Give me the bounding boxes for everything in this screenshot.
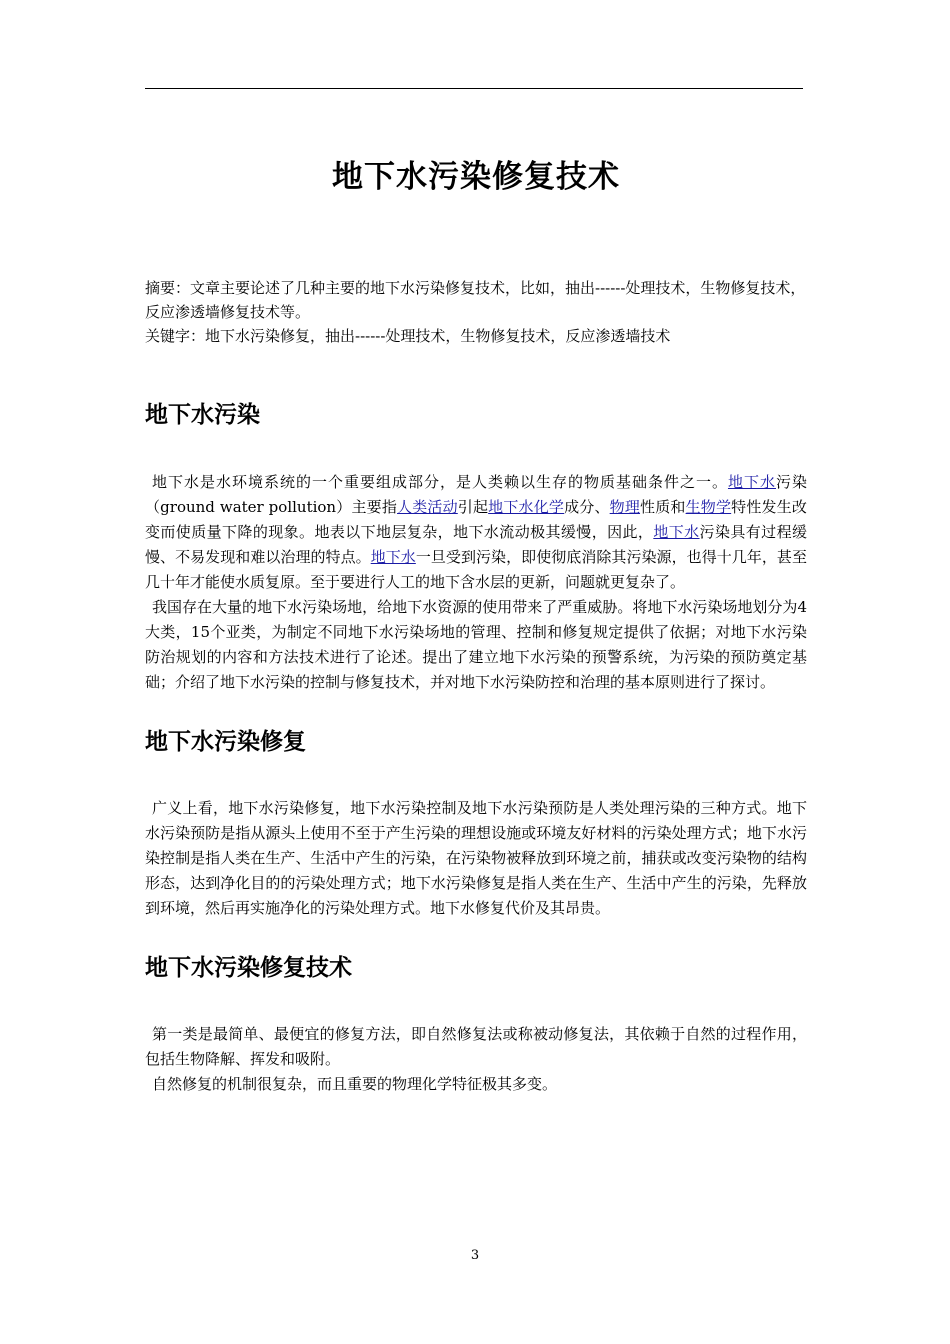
paragraph: 自然修复的机制很复杂，而且重要的物理化学特征极其多变。 (152, 1075, 558, 1093)
paragraph: 我国存在大量的地下水污染场地，给地下水资源的使用带来了严重威胁。将地下水污染场地划分为4大类，15个亚类，为制定不同地下水污染场地的管理、控制和修复规定提供了依据；对地下水污染防治规划的内容和方法技术进行了论述。提出了建立地下水污染的预警系统，为污染的预防奠定基础；介绍了地下水污染的控制与修复技术，并对地下水污染防控和治理的基本原则进行了探讨。 (145, 598, 807, 691)
text-run: 污染具有过程缓慢、不易发现和难以治理的特点。 (145, 523, 807, 566)
link-groundwater-3[interactable]: 地下水 (370, 548, 416, 566)
page-title: 地下水污染修复技术 (332, 159, 620, 195)
section-body-remediation-technology (145, 1022, 807, 1097)
paragraph (145, 470, 807, 595)
text-run: 特性发生改变而使质量下降的现象。地表以下地层复杂，地下水流动极其缓慢，因此， (145, 498, 807, 541)
section-heading-groundwater-remediation: 地下水污染修复 (145, 729, 306, 755)
text-run: 成分、 (564, 498, 610, 516)
text-run: 引起 (457, 498, 489, 516)
text-run: 一旦受到污染，即使彻底消除其污染源，也得十几年，甚至几十年才能使水质复原。至于要进行人工的地下含水层的更新，问题就更复杂了。 (145, 548, 807, 591)
link-physics[interactable]: 物理 (609, 498, 641, 516)
link-human-activity[interactable]: 人类活动 (397, 498, 458, 516)
abstract-block (145, 276, 807, 348)
paragraph: 广义上看，地下水污染修复，地下水污染控制及地下水污染预防是人类处理污染的三种方式。地下水污染预防是指从源头上使用不至于产生污染的理想设施或环境友好材料的污染处理方式；地下水污染控制是指人类在生产、生活中产生的污染，在污染物被释放到环境之前，捕获或改变污染物的结构形态，达到净化目的的污染处理方式；地下水污染修复是指人类在生产、生活中产生的污染，先释放到环境，然后再实施净化的污染处理方式。地下水修复代价及其昂贵。 (145, 799, 807, 917)
link-groundwater[interactable]: 地下水 (727, 473, 776, 491)
link-biology[interactable]: 生物学 (685, 498, 732, 516)
abstract-summary: 摘要：文章主要论述了几种主要的地下水污染修复技术，比如，抽出------处理技术，生物修复技术，反应渗透墙修复技术等。 (145, 279, 806, 321)
paragraph: 第一类是最简单、最便宜的修复方法，即自然修复法或称被动修复法，其依赖于自然的过程作用，包括生物降解、挥发和吸附。 (145, 1025, 807, 1068)
section-heading-remediation-technology: 地下水污染修复技术 (145, 955, 352, 981)
page-content (145, 148, 807, 1097)
section-heading-groundwater-pollution: 地下水污染 (145, 402, 260, 428)
section-body-groundwater-pollution (145, 470, 807, 695)
link-groundwater-chemistry[interactable]: 地下水化学 (488, 498, 565, 516)
link-groundwater-2[interactable]: 地下水 (653, 523, 700, 541)
abstract-keywords: 关键字：地下水污染修复，抽出------处理技术，生物修复技术，反应渗透墙技术 (145, 327, 671, 345)
text-run: 地下水是水环境系统的一个重要组成部分，是人类赖以生存的物质基础条件之一。 (152, 473, 728, 491)
text-run: 污染（ground water pollution）主要指 (145, 473, 807, 516)
header-rule (145, 88, 803, 89)
text-run: 性质和 (640, 498, 686, 516)
page-number: 3 (470, 1248, 480, 1263)
section-body-groundwater-remediation (145, 796, 807, 921)
